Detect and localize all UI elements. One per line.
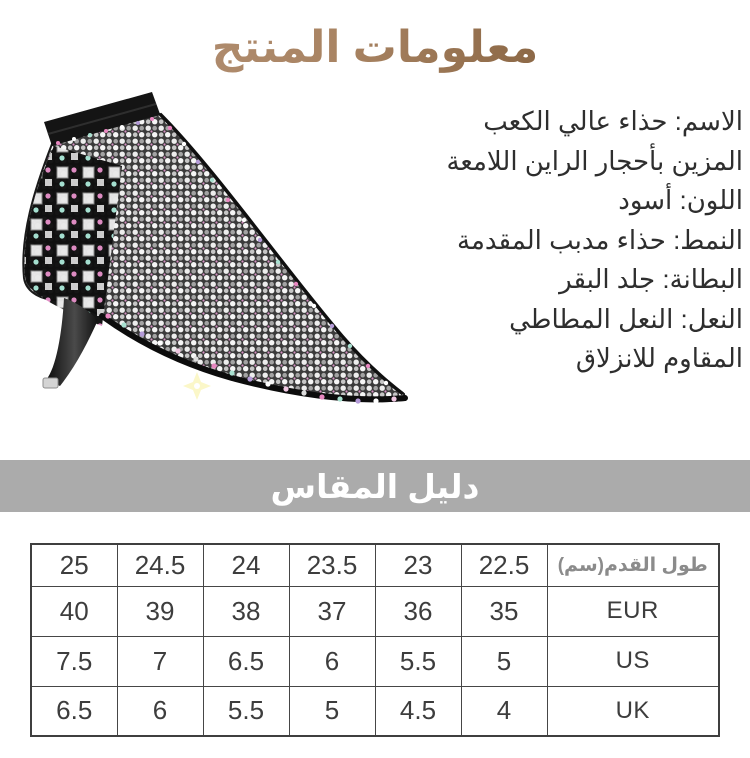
size-cell: 6.5: [31, 686, 117, 736]
description-line: المزين بأحجار الراين اللامعة: [446, 145, 743, 176]
size-cell: 22.5: [461, 544, 547, 586]
size-cell: 6: [289, 636, 375, 686]
size-cell: 6.5: [203, 636, 289, 686]
size-cell: 35: [461, 586, 547, 636]
size-cell: 38: [203, 586, 289, 636]
size-guide-banner: [0, 460, 750, 512]
size-cell: 4: [461, 686, 547, 736]
product-description: [378, 102, 743, 379]
size-cell: 6: [117, 686, 203, 736]
size-cell: 40: [31, 586, 117, 636]
product-photo: [2, 86, 427, 438]
sparkle-glint: [183, 372, 211, 400]
size-cell: 23: [375, 544, 461, 586]
table-row: [31, 636, 719, 686]
size-cell: 24: [203, 544, 289, 586]
size-cell: 39: [117, 586, 203, 636]
description-line: النعل: النعل المطاطي: [509, 303, 743, 334]
description-line: اللون: أسود: [618, 185, 743, 215]
row-label-foot-length: طول القدم(سم): [547, 544, 719, 586]
description-line: المقاوم للانزلاق: [575, 343, 743, 373]
page-title: معلومات المنتج: [0, 22, 750, 73]
size-cell: 36: [375, 586, 461, 636]
size-cell: 5: [461, 636, 547, 686]
size-table: [30, 543, 720, 737]
size-cell: 24.5: [117, 544, 203, 586]
row-label-us: US: [547, 636, 719, 686]
table-row: [31, 544, 719, 586]
size-cell: 7: [117, 636, 203, 686]
size-cell: 5.5: [375, 636, 461, 686]
size-cell: 37: [289, 586, 375, 636]
table-row: [31, 686, 719, 736]
size-cell: 4.5: [375, 686, 461, 736]
size-cell: 5: [289, 686, 375, 736]
size-cell: 5.5: [203, 686, 289, 736]
heel-tip: [43, 378, 58, 388]
size-guide-title: دليل المقاس: [270, 467, 480, 505]
size-cell: 23.5: [289, 544, 375, 586]
size-cell: 7.5: [31, 636, 117, 686]
description-line: النمط: حذاء مدبب المقدمة: [457, 224, 743, 255]
row-label-eur: EUR: [547, 586, 719, 636]
shoe-illustration: [2, 86, 427, 438]
row-label-uk: UK: [547, 686, 719, 736]
description-line: البطانة: جلد البقر: [559, 264, 743, 294]
table-row: [31, 586, 719, 636]
size-cell: 25: [31, 544, 117, 586]
description-line: الاسم: حذاء عالي الكعب: [483, 106, 743, 136]
